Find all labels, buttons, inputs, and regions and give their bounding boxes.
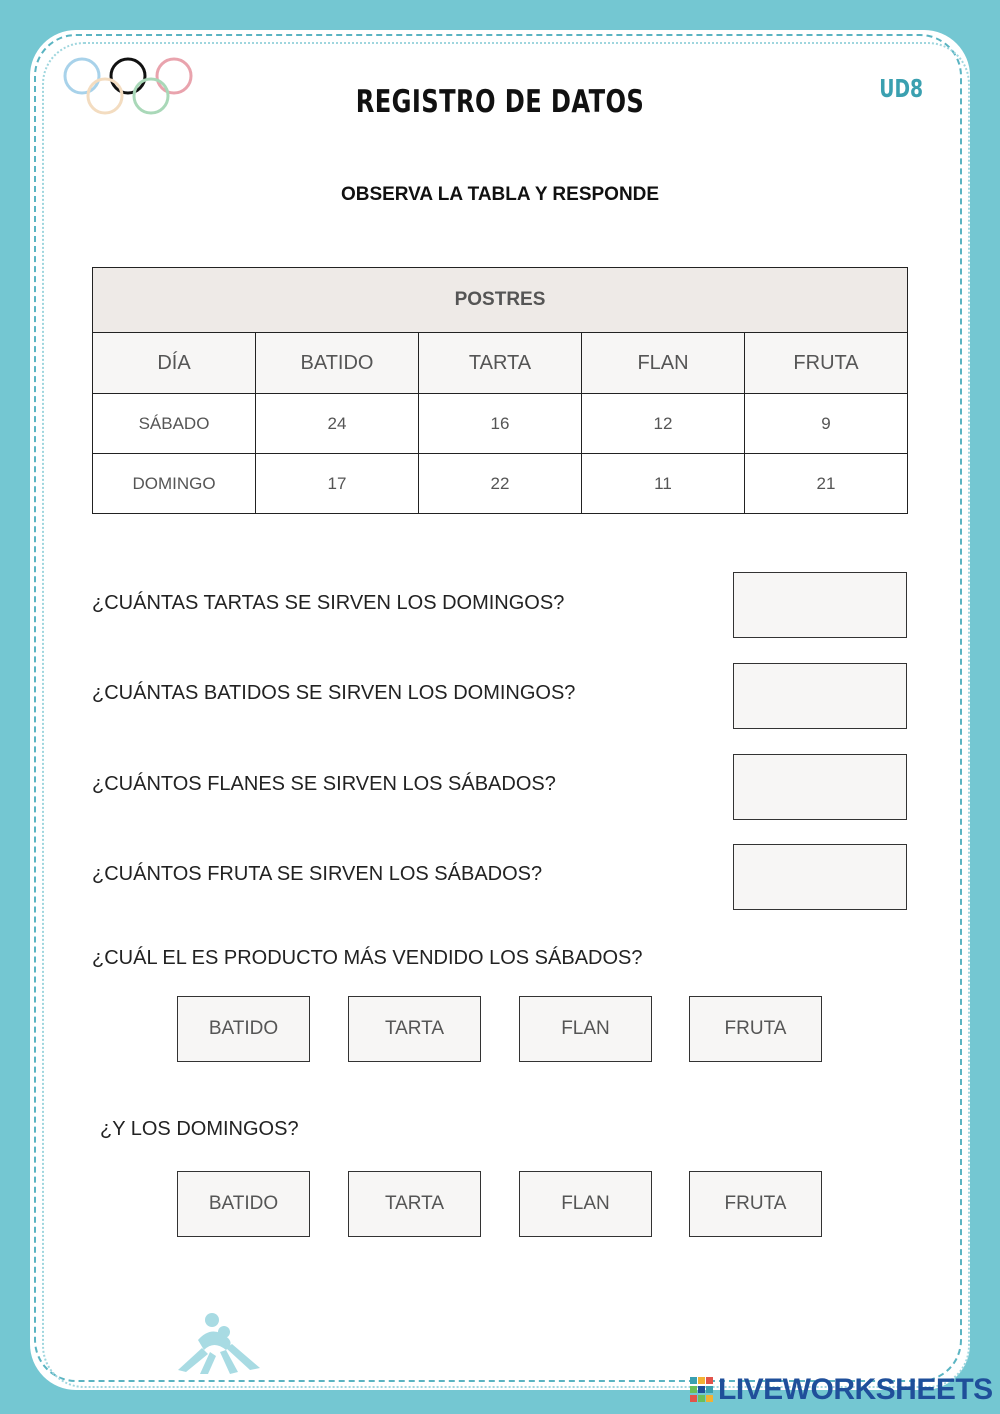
column-header: DÍA	[93, 333, 256, 394]
answer-box[interactable]	[733, 844, 907, 910]
table-row	[93, 394, 908, 454]
choice-question-text: ¿Y LOS DOMINGOS?	[100, 1118, 299, 1140]
choice-question-text: ¿CUÁL EL ES PRODUCTO MÁS VENDIDO LOS SÁBADOS?	[92, 947, 643, 969]
option-tarta-saturday[interactable]: TARTA	[348, 996, 481, 1062]
column-header: FLAN	[582, 333, 745, 394]
question-text: ¿CUÁNTOS FLANES SE SIRVEN LOS SÁBADOS?	[92, 773, 556, 795]
table-cell: 12	[582, 394, 745, 454]
column-header: FRUTA	[745, 333, 908, 394]
option-tarta-sunday[interactable]: TARTA	[348, 1171, 481, 1237]
instruction-text: OBSERVA LA TABLA Y RESPONDE	[340, 184, 660, 205]
page-title: REGISTRO DE DATOS	[355, 84, 645, 120]
athlete-pictogram-icon	[168, 1310, 268, 1376]
option-fruta-sunday[interactable]: FRUTA	[689, 1171, 822, 1237]
answer-box[interactable]	[733, 663, 907, 729]
question-text: ¿CUÁNTAS TARTAS SE SIRVEN LOS DOMINGOS?	[92, 592, 565, 614]
table-cell: 11	[582, 454, 745, 514]
column-header: BATIDO	[256, 333, 419, 394]
desserts-table	[92, 267, 908, 514]
table-cell: 22	[419, 454, 582, 514]
table-cell: 24	[256, 394, 419, 454]
table-cell: 17	[256, 454, 419, 514]
option-batido-sunday[interactable]: BATIDO	[177, 1171, 310, 1237]
column-header: TARTA	[419, 333, 582, 394]
liveworksheets-brand	[690, 1372, 993, 1408]
question-text: ¿CUÁNTAS BATIDOS SE SIRVEN LOS DOMINGOS?	[92, 682, 576, 704]
table-header-row	[93, 333, 908, 394]
option-flan-sunday[interactable]: FLAN	[519, 1171, 652, 1237]
table-cell: 21	[745, 454, 908, 514]
table-cell: SÁBADO	[93, 394, 256, 454]
answer-box[interactable]	[733, 754, 907, 820]
table-title: POSTRES	[93, 268, 908, 333]
option-fruta-saturday[interactable]: FRUTA	[689, 996, 822, 1062]
brand-text: LIVEWORKSHEETS	[718, 1373, 993, 1406]
option-flan-saturday[interactable]: FLAN	[519, 996, 652, 1062]
liveworksheets-logo-icon	[690, 1377, 714, 1403]
unit-label: UD8	[879, 74, 924, 103]
question-text: ¿CUÁNTOS FRUTA SE SIRVEN LOS SÁBADOS?	[92, 863, 543, 885]
answer-box[interactable]	[733, 572, 907, 638]
table-cell: 16	[419, 394, 582, 454]
table-row	[93, 454, 908, 514]
table-cell: DOMINGO	[93, 454, 256, 514]
table-cell: 9	[745, 394, 908, 454]
option-batido-saturday[interactable]: BATIDO	[177, 996, 310, 1062]
